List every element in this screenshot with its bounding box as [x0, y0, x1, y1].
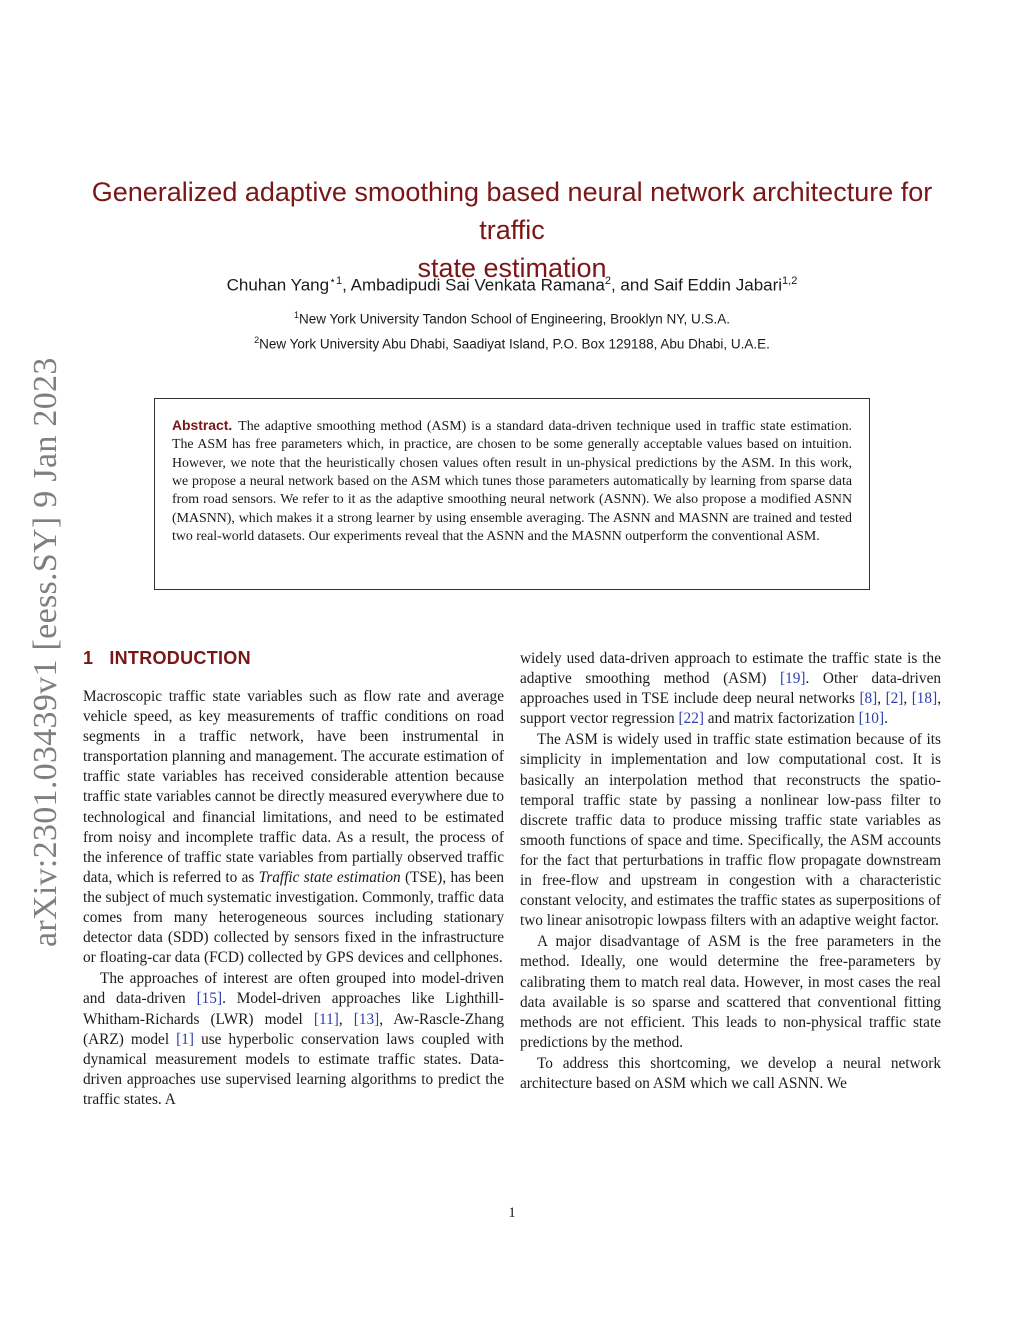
section-number: 1: [83, 648, 94, 668]
affiliation-text: New York University Tandon School of Engineering, Brooklyn NY, U.S.A.: [299, 311, 730, 327]
citation-link[interactable]: [15]: [196, 990, 223, 1008]
affiliation-superscript: 2: [254, 334, 260, 345]
title-line-2: state estimation: [417, 253, 607, 283]
body-paragraph: A major disadvantage of ASM is the free parameters in the method. Ideally, one would determine the free-parameters by calibrating them to match real data. However, in most cases the real data available is so sparse and scattered that conventional fitting methods are not efficient. This leads to non-physical traffic state predictions by the method.: [520, 933, 941, 1051]
abstract-label: Abstract.: [172, 417, 233, 433]
page-number: 1: [508, 1205, 516, 1221]
paragraph-text: ,: [877, 690, 886, 708]
paragraph-text: and matrix factorization: [703, 710, 859, 728]
citation-link[interactable]: [8]: [859, 690, 878, 708]
arxiv-identifier-stamp: arXiv:2301.03439v1 [eess.SY] 9 Jan 2023: [27, 357, 64, 947]
author-separator: , and: [610, 275, 654, 295]
paragraph-text: . Other data-driven approaches used in TSE include deep neural networks: [520, 670, 942, 708]
author-name: Ambadipudi Sai Venkata Ramana: [350, 275, 605, 295]
body-paragraph: [520, 649, 941, 729]
author-name: Chuhan Yang: [226, 275, 330, 295]
paragraph-text: , Aw-Rascle-Zhang (ARZ) model: [83, 1010, 505, 1048]
citation-link[interactable]: [2]: [885, 690, 904, 708]
citation-link[interactable]: [11]: [313, 1010, 339, 1028]
author-superscript: 1,2: [782, 275, 798, 287]
body-paragraph: [83, 969, 504, 1110]
citation-link[interactable]: [1]: [176, 1030, 194, 1048]
author-name: Saif Eddin Jabari: [653, 275, 783, 295]
section-title: INTRODUCTION: [109, 648, 251, 668]
citation-link[interactable]: [10]: [858, 710, 885, 728]
paragraph-text: widely used data-driven approach to estimate the traffic state is the adaptive smoothing method (ASM): [520, 650, 941, 688]
citation-link[interactable]: [13]: [353, 1010, 380, 1028]
affiliation-superscript: 1: [293, 310, 299, 320]
affiliation-list: [60, 305, 964, 354]
paragraph-text: (TSE), has been the subject of much systematic investigation. Commonly, traffic data comes from many heterogeneous sources including stationary detector data (SDD) collected by sensors fixed in the infrastructure or floating-car data (FCD) collected by GPS devices and cellphones.: [83, 868, 505, 967]
paragraph-text: . Model-driven approaches like Lighthill-Whitham-Richards (LWR) model: [83, 990, 504, 1028]
abstract-box: [154, 398, 870, 590]
citation-link[interactable]: [18]: [911, 690, 938, 708]
paragraph-text: The approaches of interest are often grouped into model-driven and data-driven: [83, 970, 504, 1008]
paragraph-text: .: [884, 710, 888, 728]
citation-link[interactable]: [22]: [678, 710, 704, 728]
body-paragraph: [83, 687, 504, 968]
abstract-paragraph: [172, 416, 852, 546]
paragraph-text: use hyperbolic conservation laws coupled with dynamical measurement models to estimate traffic states. Data-driven approaches use supervised learning algorithms to predict the traffic states. A: [83, 1030, 504, 1108]
paragraph-text: , support vector regression: [520, 690, 942, 728]
affiliation-line: [60, 305, 964, 330]
paragraph-text: ,: [903, 690, 912, 708]
left-column: [83, 646, 504, 1110]
author-superscript: 2: [604, 275, 611, 287]
author-superscript: ⋆1: [329, 275, 343, 287]
body-paragraph: To address this shortcoming, we develop a neural network architecture based on ASM which we call ASNN. We: [520, 1054, 941, 1092]
abstract-text: The adaptive smoothing method (ASM) is a standard data-driven technique used in traffic state estimation. The ASM has free parameters which, in practice, are chosen to be some generally acceptable values based on intuition. However, we note that the heuristically chosen values often result in un-physical predictions by the ASM. In this work, we propose a neural network based on the ASM which tunes those parameters automatically by learning from sparse data from road sensors. We refer to it as the adaptive smoothing neural network (ASNN). We also propose a modified ASNN (MASNN), which makes it a strong learner by using ensemble averaging. The ASNN and MASNN are trained and tested two real-world datasets. Our experiments reveal that the ASNN and the MASNN outperform the conventional ASM.: [172, 419, 852, 545]
body-paragraph: The ASM is widely used in traffic state estimation because of its simplicity in implementation and low computational cost. It is basically an interpolation method that reconstructs the spatio-temporal traffic state by passing a nonlinear low-pass filter to discrete traffic data to produce missing traffic state variables as smooth functions of space and time. Specifically, the ASM accounts for the fact that perturbations in traffic flow propagate downstream in free-flow and upstream in congestion with a characteristic constant velocity, and estimates the traffic states as superpositions of two linear anisotropic lowpass filters with an adaptive weight factor.: [520, 731, 941, 930]
affiliation-line: [60, 330, 964, 355]
title-line-1: Generalized adaptive smoothing based neural network architecture for traffic: [91, 177, 933, 245]
author-list: Chuhan Yang$^{⋆1}$, Ambadipudi Sai Venkata Ramana$^2$, and Saif Eddin Jabari$^{1,2}$: [226, 275, 798, 295]
affiliation-text: New York University Abu Dhabi, Saadiyat Island, P.O. Box 129188, Abu Dhabi, U.A.E.: [259, 336, 770, 351]
citation-link[interactable]: [19]: [780, 670, 806, 688]
right-column: [520, 649, 941, 1094]
emphasized-term: Traffic state estimation: [258, 868, 401, 886]
paragraph-text: Macroscopic traffic state variables such as flow rate and average vehicle speed, as key measurements of traffic conditions on road segments in a traffic network, have been instrumental in transportation planning and management. The accurate estimation of traffic state variables has received considerable attention because traffic state variables cannot be directly measured everywhere due to technological and financial limitations, and need to be estimated from noisy and incomplete traffic data. As a result, the process of the inference of traffic state variables from partially observed traffic data, which is referred to as: [83, 688, 504, 886]
section-heading: [83, 646, 504, 670]
paragraph-text: ,: [338, 1010, 354, 1028]
